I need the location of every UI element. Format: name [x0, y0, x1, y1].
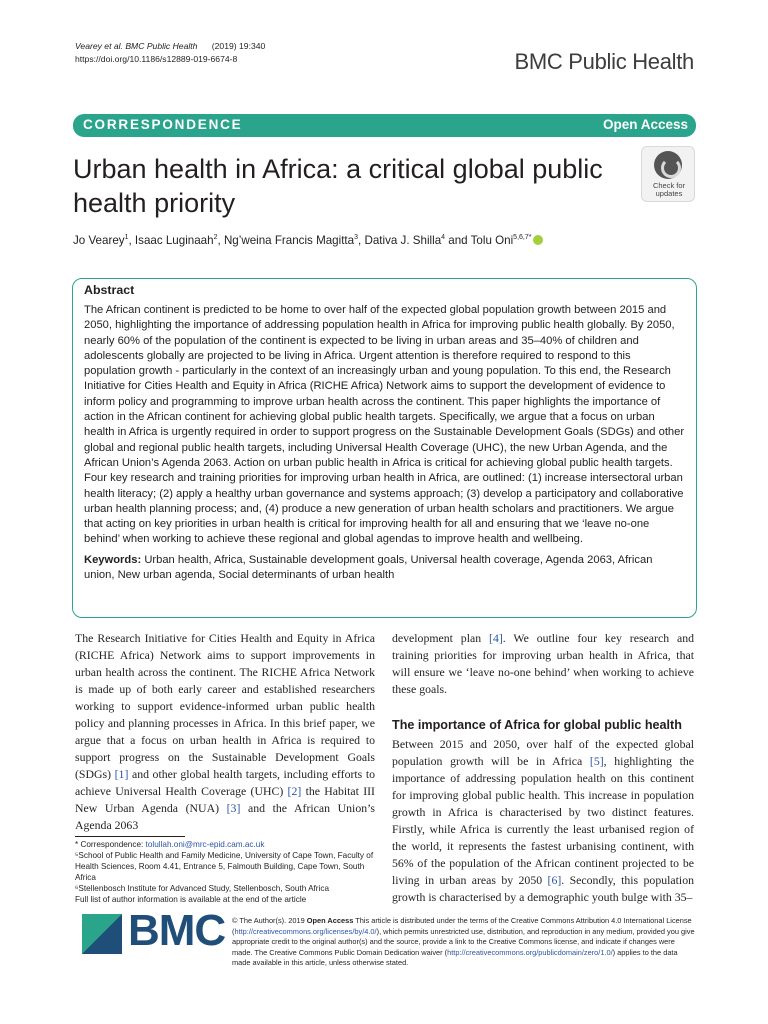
author-name[interactable]: Isaac Luginaah: [134, 234, 214, 247]
affiliation-6: ⁶Stellenbosch Institute for Advanced Study, Stellenbosch, South Africa: [75, 884, 329, 893]
citation-authors: Vearey et al.: [75, 41, 123, 51]
abstract-heading: Abstract: [84, 283, 135, 297]
bmc-logo-mark: [82, 914, 122, 954]
bmc-logo-text: BMC: [128, 906, 226, 955]
license-text: © The Author(s). 2019 Open Access This article is distributed under the terms of the Creative Commons Attribution 4.0 International License (http://creativecommons.org/licenses/by/4.0/), which permits unrestricted use, distribution, and reproduction in any medium, provided you give appropriate credit to the original author(s) and the source, provide a link to the Creative Commons license, and indicate if changes were made. The Creative Commons Public Domain Dedication waiver (http://creativecommons.org/publicdomain/zero/1.0/) applies to the data made available in this article, unless otherwise stated.: [232, 916, 695, 968]
body-left-column: The Research Initiative for Cities Health and Equity in Africa (RICHE Africa) Network aims to support improvements in urban health across the continent. The RICHE Africa Network is made up of both early career and established researchers working to support evidence-informed urban public health policy and planning processes in Africa. In this brief paper, we argue that a focus on urban health in Africa is required to support progress on the Sustainable Development Goals (SDGs) [1] and other global health targets, including efforts to achieve Universal Health Coverage (UHC) [2] the Habitat III New Urban Agenda (NUA) [3] and the African Union’s Agenda 2063: [75, 631, 376, 832]
author-info-note: Full list of author information is available at the end of the article: [75, 895, 307, 904]
article-type-label: CORRESPONDENCE: [83, 117, 243, 132]
check-for-updates-button[interactable]: [641, 146, 695, 202]
author-affiliation: 3: [354, 234, 359, 242]
author-affiliation: 2: [213, 234, 218, 242]
body-right-column: development plan [4]. We outline four key research and training priorities for improving urban health in Africa, that will ensure we ‘leave no-one behind’ when working to achieve these goals.: [392, 631, 695, 696]
keywords-line: [84, 553, 685, 584]
reference-link[interactable]: [6]: [547, 873, 562, 887]
section-heading: The importance of Africa for global public health: [392, 718, 682, 732]
citation-doi[interactable]: https://doi.org/10.1186/s12889-019-6674-8: [75, 54, 238, 64]
bmc-logo: [82, 906, 226, 962]
check-updates-icon: [654, 151, 682, 179]
reference-link[interactable]: [5]: [589, 754, 604, 768]
article-type-banner: [73, 114, 696, 137]
author-name[interactable]: Tolu Oni: [470, 234, 514, 247]
keywords-text: Urban health, Africa, Sustainable development goals, Universal health coverage, Agenda 2063, African union, New urban agenda, Social determinants of urban health: [84, 553, 653, 582]
abstract-box: [72, 278, 697, 618]
open-access-label: Open Access: [602, 117, 688, 132]
footnotes: [75, 839, 380, 905]
journal-name: BMC Public Health: [514, 49, 694, 74]
citation-journal: BMC Public Health: [125, 41, 198, 51]
reference-link[interactable]: [4]: [489, 631, 503, 645]
orcid-icon[interactable]: [533, 235, 543, 245]
section-body: Between 2015 and 2050, over half of the expected global population growth will be in Africa [5], highlighting the importance of addressing population health on this continent for improving global public health. This increase in population growth in Africa is characterised by two distinct features. Firstly, while Africa is currently the least urbanised region of the world, it represents the fastest urbanising continent, with 56% of the population of the African continent projected to be living in urban areas by 2050 [6]. Secondly, this population growth is characterised by a demographic youth bulge with 35–: [392, 737, 695, 904]
reference-link[interactable]: [1]: [114, 767, 129, 781]
author-affiliation: 5,6,7*: [513, 234, 532, 242]
author-name[interactable]: Ng’weina Francis Magitta: [223, 234, 355, 247]
author-name[interactable]: Dativa J. Shilla: [364, 234, 442, 247]
license-link[interactable]: http://creativecommons.org/licenses/by/4.0/: [234, 926, 377, 936]
affiliation-5: ⁵School of Public Health and Family Medicine, University of Cape Town, Faculty of Health Sciences, Room 4.41, Entrance 5, Falmouth Building, Cape Town, South Africa: [75, 851, 374, 882]
correspondence-email[interactable]: tolullah.oni@mrc-epid.cam.ac.uk: [145, 840, 265, 849]
keywords-label: Keywords:: [84, 553, 142, 566]
reference-link[interactable]: [3]: [226, 801, 241, 815]
license-link[interactable]: http://creativecommons.org/publicdomain/zero/1.0/: [447, 947, 613, 957]
footnote-divider: [75, 836, 185, 837]
correspondence-label: * Correspondence:: [75, 840, 146, 849]
author-affiliation: 4: [441, 234, 446, 242]
author-list: Jo Vearey$^1$, Isaac Luginaah$^2$, Ng’weina Francis Magitta$^3$, Dativa J. Shilla$^4$ and Tolu Oni$^{5,6,7*}$: [73, 234, 693, 247]
author-name[interactable]: Jo Vearey: [73, 234, 125, 247]
article-title: Urban health in Africa: a critical global public health priority: [73, 154, 603, 218]
author-affiliation: 1: [124, 234, 129, 242]
citation-header: [75, 40, 265, 66]
citation-year-volume: (2019) 19:340: [211, 41, 266, 51]
reference-link[interactable]: [2]: [287, 784, 302, 798]
abstract-text: The African continent is predicted to be home to over half of the expected global population growth between 2015 and 2050, highlighting the importance of addressing population health in Africa for improving public health globally. By 2050, nearly 60% of the population of the continent is expected to be living in urban areas and 35–40% of children and adolescents globally are projected to be living in Africa. Urgent attention is therefore required to respond to this population growth - particularly in the context of an increasingly urban and young population. To this end, the Research Initiative for Cities Health and Equity in Africa (RICHE Africa) Network aims to support the development of evidence to inform policy and programming to improve urban health across the continent. This paper highlights the importance of action in the African continent for achieving global public health targets. Specifically, we argue that a focus on urban health in Africa is urgently required in order to support progress on the Sustainable Development Goals (SDGs) and other global and regional public health targets, including Universal Health Coverage (UHC), the new Urban Agenda, and the African Union’s Agenda 2063. Action on urban public health in Africa is critical for achieving global public health targets. Four key research and training priorities for improving urban health in Africa, are outlined: (1) increase intersectoral urban health literacy; (2) apply a healthy urban governance and systems approach; (3) develop a participatory and collaborative urban health planning process; and, (4) produce a new generation of urban health scholars and practitioners. We argue that acting on key priorities in urban health is critical for improving health for all and ensuring that we ‘leave no-one behind’ when working to achieve these regional and global agendas to improve health and wellbeing.: [84, 304, 685, 546]
check-updates-label: Check for updates: [652, 181, 686, 198]
